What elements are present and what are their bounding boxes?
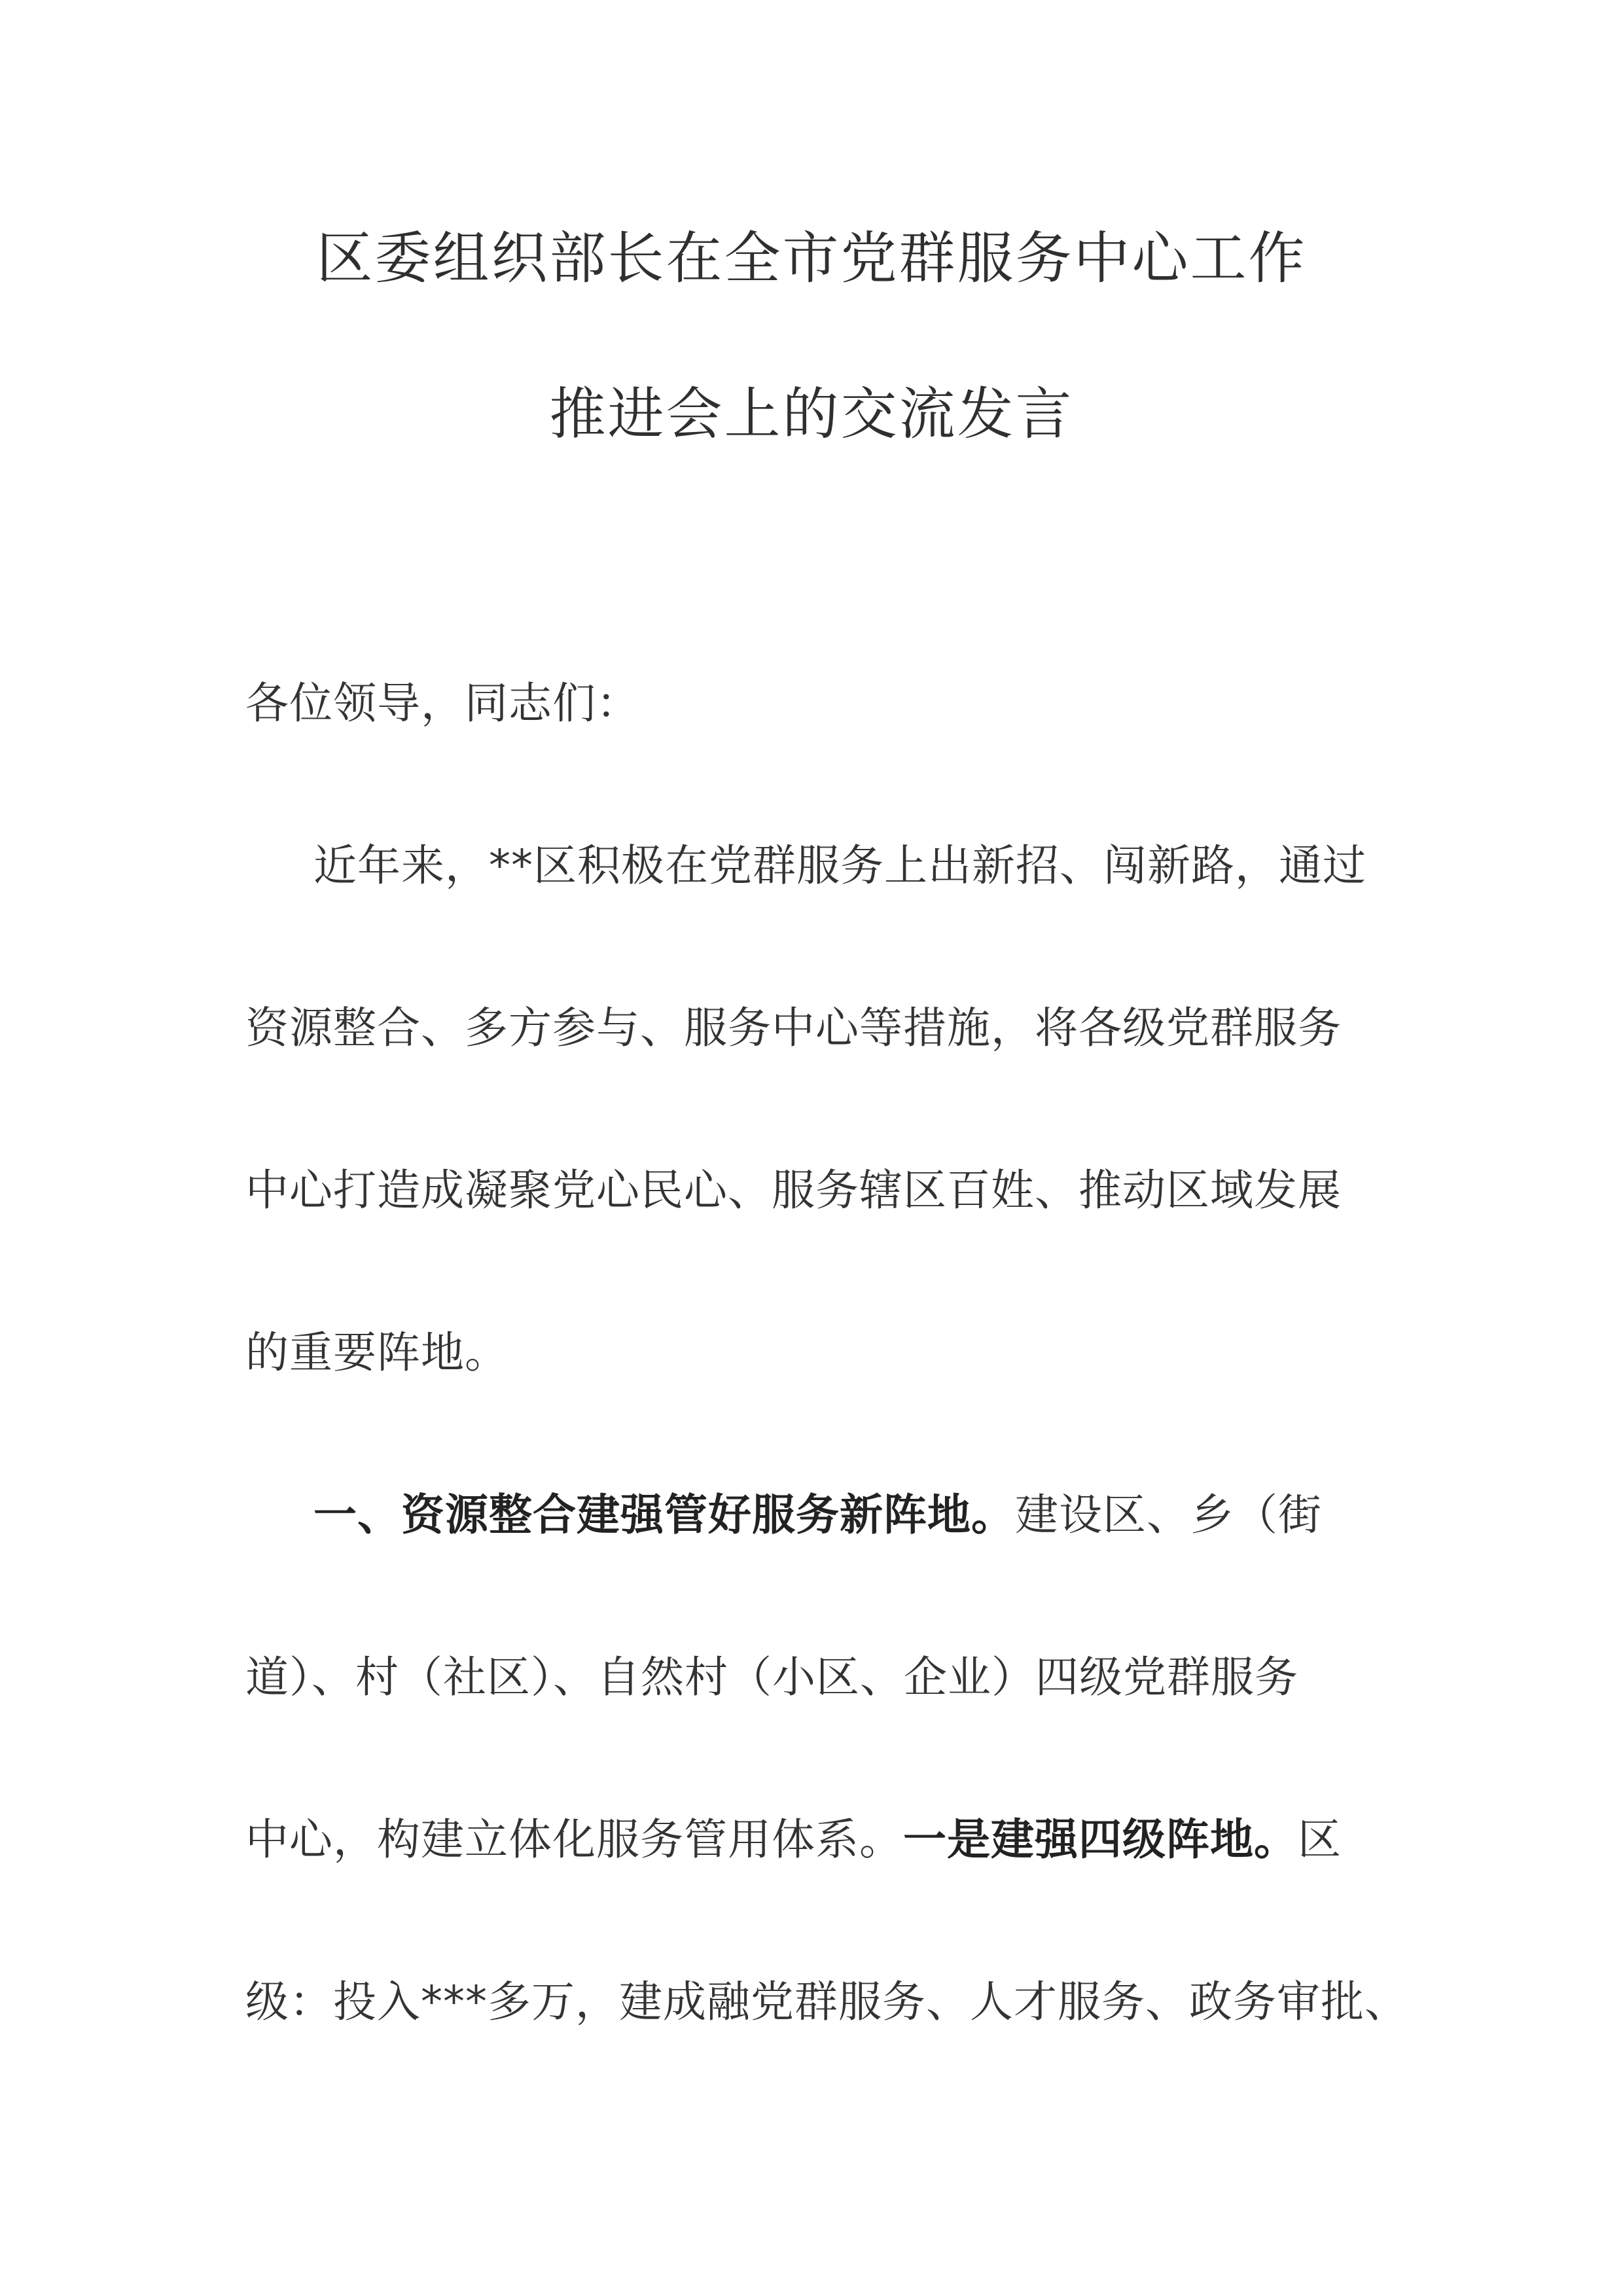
salutation: 各位领导，同志们：: [245, 678, 640, 728]
section1-line4: 级：投入***多万，建成融党群服务、人才服务、政务审批、: [245, 1977, 1408, 2027]
section1-heading: 一、资源整合建强管好服务新阵地。: [313, 1490, 1015, 1540]
section1-subheading-1: 一是建强四级阵地。: [903, 1814, 1298, 1865]
paragraph1-line1: 近年来，**区积极在党群服务上出新招、闯新路，通过: [313, 840, 1366, 891]
section1-line3-end: 区: [1298, 1814, 1342, 1865]
paragraph1-line3: 中心打造成凝聚党心民心、服务辖区百姓、推动区域发展: [245, 1165, 1342, 1215]
section1-line3-start: 中心，构建立体化服务管用体系。: [245, 1814, 903, 1865]
document-title-line-2: 推进会上的交流发言: [549, 382, 1074, 447]
section1-line2: 道）、村（社区）、自然村（小区、企业）四级党群服务: [245, 1652, 1298, 1702]
paragraph1-line2: 资源整合、多方参与、服务中心等措施，将各级党群服务: [245, 1003, 1342, 1053]
document-title-line-1: 区委组织部长在全市党群服务中心工作: [316, 226, 1307, 291]
section1-line1: [245, 1486, 1472, 1545]
paragraph1-line4: 的重要阵地。: [245, 1327, 508, 1378]
section1-line1-rest: 建设区、乡（街: [1015, 1490, 1322, 1540]
section1-line3: [245, 1810, 1404, 1869]
